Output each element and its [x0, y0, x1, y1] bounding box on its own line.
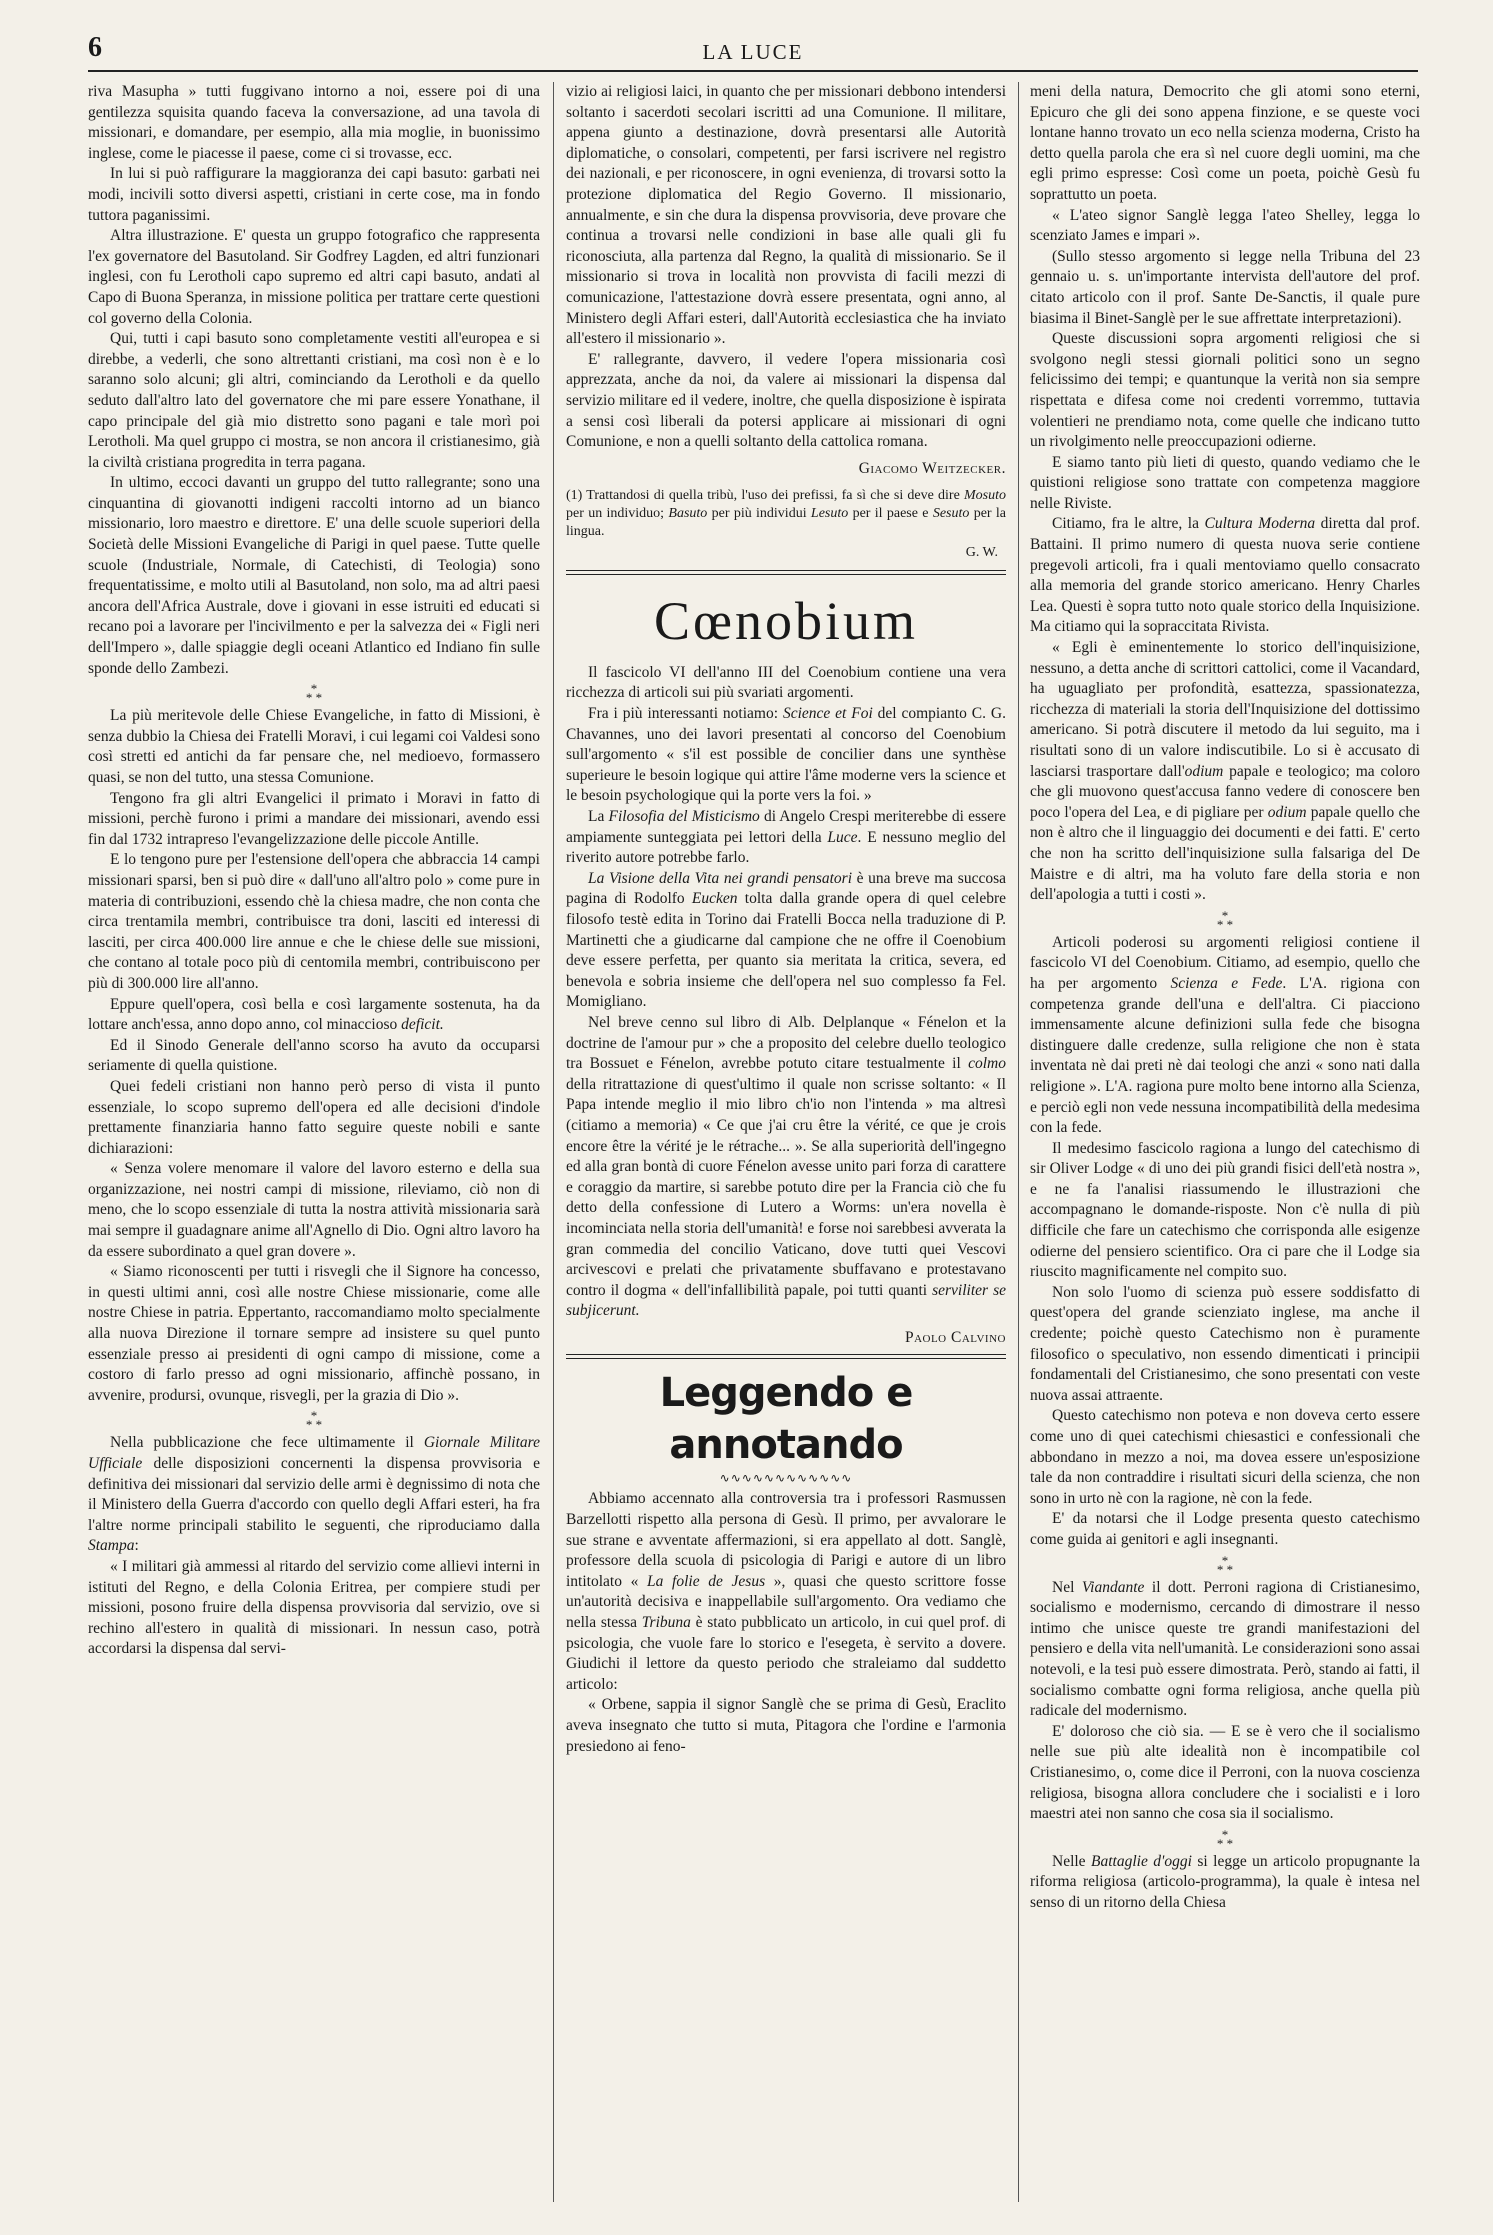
paragraph: E' da notarsi che il Lodge presenta questo catechismo come guida ai genitori e agli insegnanti. — [1030, 1510, 1420, 1548]
quote-paragraph: « Senza volere menomare il valore del lavoro esterno e della sua organizzazione, nei nostri campi di missione, rileviamo, ciò non di meno, che lo scopo essenziale di tutta la nostra attività missionaria sarà mai sempre il guadagnare anime all'Agnello di Dio. Ogni altro lavoro ha da essere subordinato a quel gran dovere ». — [88, 1160, 540, 1260]
paragraph: La Filosofia del Misticismo di Angelo Crespi meriterebbe di essere ampiamente sunteggiata pei lettori della Luce. E nessuno meglio del riverito autore potrebbe farlo. — [566, 808, 1006, 867]
author-signature: Paolo Calvino — [904, 1328, 1006, 1346]
paragraph: In lui si può raffigurare la maggioranza dei capi basuto: garbati nei modi, incivili sotto diversi aspetti, cristiani in certe cose, ma in fondo tuttora paganissimi. — [88, 165, 540, 224]
section-title: Leggendo e annotando — [659, 1370, 913, 1469]
page-number: 6 — [88, 32, 102, 63]
asterism-separator: * * * — [305, 681, 323, 706]
paragraph: Tengono fra gli altri Evangelici il primato i Moravi in fatto di missioni, perchè furono i primi a mandare dei missionari, avendo essi fin dal 1732 intrapreso l'evangelizzazione delle piccole Antille. — [88, 789, 540, 848]
paragraph: Ed il Sinodo Generale dell'anno scorso ha avuto da occuparsi seriamente di quella quistione. — [88, 1036, 540, 1075]
author-signature: Giacomo Weitzecker. — [858, 459, 1006, 477]
paragraph: Nella pubblicazione che fece ultimamente il Giornale Militare Ufficiale delle disposizioni concernenti la dispensa provvisoria e definitiva dei missionari dal servizio delle armi è degnissimo di nota che il Ministero della Guerra d'accordo con quello degli Affari esteri, ha fra l'altre norme principali stabilito le seguenti, che riproduciamo dalla Stampa: — [88, 1434, 540, 1555]
column-3 — [1030, 82, 1420, 1913]
paragraph: Abbiamo accennato alla controversia tra i professori Rasmussen Barzellotti rispetto alla persona di Gesù. Il primo, per avvalorare le sue strane e avventate affermazioni, si era appellato al dott. Sanglè, professore della scuola di psicologia di Parigi e autore di un libro intitolato « La folie de Jesus », quasi che questo scrittore fosse un'autorità decisiva e inappellabile sull'argomento. Ora vediamo che nella stessa Tribuna è stato pubblicato un articolo, in cui quel prof. di psicologia, che vuole fare lo storico e l'esegeta, è servito a dovere. Giudichi il lettore da questo periodo che straleiamo dal suddetto articolo: — [566, 1490, 1007, 1693]
paragraph: La Visione della Vita nei grandi pensatori è una breve ma succosa pagina di Rodolfo Eucken tolta dalla grande opera di quel celebre filosofo testè edita in Torino dai Fratelli Bocca nella traduzione di P. Martinetti che a giudicarne dal campione che ne offre il Coenobium deve essere perfetta, per quanto sia meritata la critica, severa, ed benevola e sobria insieme che dell'opera nel suo complesso fa Fel. Momigliano. — [566, 869, 1006, 1011]
paragraph: E' rallegrante, davvero, il vedere l'opera missionaria così apprezzata, anche da noi, da valere ai missionari la dispensa dal servizio militare ed il vedere, inoltre, che quella disposizione è ispirata a sensi così liberali da potersi applicare ai missionari di ogni Comunione, e non a quelli soltanto della cattolica romana. — [566, 350, 1006, 451]
quote-paragraph: « Siamo riconoscenti per tutti i risvegli che il Signore ha concesso, in questi ultimi anni, così alle nostre Chiese missionarie, come alle nostre Chiese in patria. Eppertanto, raccomandiamo molto specialmente alla nuova Direzione il tornare sempre ad insistere su quel punto essenziale presso ai presidenti di ogni campo di missione, come a costoro di farlo presso ad ogni missionario, affinchè possano, in avvenire, prodursi, ovunque, risvegli, per la grazia di Dio ». — [88, 1263, 540, 1404]
paragraph: Queste discussioni sopra argomenti religiosi che si svolgono negli stessi giornali politici sono un segno felicissimo dei tempi; e quantunque la verità non sia sempre rispettata e difesa come noi credenti vorremmo, tuttavia volentieri ne prendiamo nota, come quelle che indicano tutto un rivolgimento nelle preoccupazioni odierne. — [1030, 330, 1420, 451]
paragraph: Qui, tutti i capi basuto sono completamente vestiti all'europea e si direbbe, a vederli, che sono altrettanti cristiani, ma così non è e lo saranno solo alcuni; gli altri, cominciando da Lerotholi e da quello seduto dall'altro lato del governatore che mi pare essere Yonathane, il capo principale del già mio distretto sono pagani e tale morì poi Lerotholi. Ma quel gruppo ci mostra, se non ancora il cristianesimo, già la civiltà cristiana progredita in terra pagana. — [88, 330, 540, 471]
paragraph: Nel Viandante il dott. Perroni ragiona di Cristianesimo, socialismo e modernismo, cercando di dimostrare il nesso intimo che unisce queste tre grandi manifestazioni del pensiero e della vita nell'umanità. Le considerazioni sono assai notevoli, e la tesi può essere dimostrata. Però, stando ai fatti, il socialismo combatte ogni forma religiosa, anche quella più radicale del modernismo. — [1030, 1578, 1420, 1720]
section-rule — [566, 570, 1006, 575]
paragraph: (Sullo stesso argomento si legge nella Tribuna del 23 gennaio u. s. un'importante intervista dell'autore del prof. citato articolo con il prof. Sante De-Sanctis, il quale pure biasima il Binet-Sanglè per le sue affrettate interpretazioni). — [1030, 247, 1420, 327]
paragraph: La più meritevole delle Chiese Evangeliche, in fatto di Missioni, è senza dubbio la Chiesa dei Fratelli Moravi, i cui legami coi Valdesi sono così stretti ed antichi da far pensare che, nel medioevo, formassero quasi, se non del tutto, una stessa Comunione. — [88, 707, 540, 786]
paragraph: E siamo tanto più lieti di questo, quando vediamo che le quistioni religiose sono trattate con competenza maggiore nelle Riviste. — [1030, 453, 1420, 512]
leggendo-section — [566, 1367, 1006, 1757]
paragraph: Quei fedeli cristiani non hanno però perso di vista il punto essenziale, lo scopo supremo dell'opera ed alle decisioni d'indole prettamente finanziaria hanno fatto seguire queste nobili e sante dichiarazioni: — [88, 1077, 540, 1157]
paragraph: Nelle Battaglie d'oggi si legge un articolo propugnante la riforma religiosa (articolo-programma), la quale è intesa nel senso di un ritorno della Chiesa — [1030, 1852, 1420, 1911]
paragraph: Questo catechismo non poteva e non doveva certo essere come uno di quei catechismi chiesastici e confessionali che abbondano in mezzo a noi, ma dovea essere un'esposizione tale da non contraddire i risultati sicuri della scienza, che non sono in urto nè con la ragione, nè con la fede. — [1030, 1407, 1420, 1507]
footnote-signature: G. W. — [965, 545, 998, 561]
paragraph: Il fascicolo VI dell'anno III del Coenobium contiene una vera ricchezza di articoli sui più svariati argomenti. — [566, 663, 1006, 702]
paragraph: Citiamo, fra le altre, la Cultura Moderna diretta dal prof. Battaini. Il primo numero di questa nuova serie contiene pregevoli articoli, fra i quali mentoviamo quello consacrato alla memoria del grande storico americano. Henry Charles Lea. Questi è sopra tutto noto quale storico della Inquisizione. Ma citiamo qui la sopraccitata Rivista. — [1030, 515, 1420, 636]
wavy-underline: ∿∿∿∿∿∿∿∿∿∿∿∿ — [719, 1471, 853, 1486]
paragraph: Nel breve cenno sul libro di Alb. Delplanque « Fénelon et la doctrine de l'amour pur » che a proposito del celebre duello teologico tra Bossuet e Fénelon, avrebbe potuto citare testualmente il colmo della ritrattazione di quest'ultimo il quale non scrisse soltanto: « Il Papa intende meglio il mio libro ch'io non l'intenda » ma altresì (citiamo a memoria) « Ce que j'ai cru être la vérité, ce que je crois encore être la vérité je le rétrache... ». Se alla superiorità dell'ingegno ed alla gran bontà di cuore Fénelon avesse unito pari forza di carattere e coraggio da martire, si sarebbe potuto dire per la Francia ciò che fu detto della confessione di Lutero a Worms: un'era novella è incominciata nella storia dell'umanità! e forse noi sarebbesi avverata la gran commedia del concilio Vaticano, dove tutti quei Vescovi arcivescovi e prelati che privatamente sbuffavano e protestavano contro il dogma « dell'infallibilità papale, poi tutti quanti serviliter se subjicerunt. — [566, 1013, 1007, 1320]
quote-paragraph: « Egli è eminentemente lo storico dell'inquisizione, nessuno, a detta anche di scrittori cattolici, come il Vacandard, ha uguagliato per profondità, esattezza, spassionatezza, ricchezza di materiali la storia dell'Inquisizione del dottissimo americano. Si potrà discutere il metodo da lui seguito, ma i risultati sono di un valore indiscutibile. Lo si è accusato di lasciarsi trasportare dall'odium papale e teologico; ma coloro che gli muovono quest'accusa fanno vedere di conoscere ben poco l'opera del Lea, e di pigliare per odium papale quello che non è altro che il linguaggio dei documenti e dei fatti. E' certo che non ha scritto dell'inquisizione sulla falsariga del De Maistre e di altri, ma ha voluto fare della storia e non dell'apologia a tutti i costi ». — [1030, 639, 1420, 904]
column-1 — [88, 82, 540, 1660]
asterism-separator: * * * — [1216, 907, 1234, 932]
paragraph: riva Masupha » tutti fuggivano intorno a noi, essere poi di una gentilezza squisita quando faceva la conversazione, ad una tavola di missionari, e domandare, per esempio, alla mia moglie, in buonissimo inglese, come le piacesse il paese, come ci si trovasse, ecc. — [88, 83, 540, 162]
paragraph: E lo tengono pure per l'estensione dell'opera che abbraccia 14 campi missionari sparsi, ben si può dire « dall'uno all'altro polo » come pure in materia di contribuzioni, essendo chè la chiesa madre, che non conta che circa trentamila membri, contribuisce tra doni, lasciti ed interessi di lasciti, per circa 400.000 lire annue e che le chiese delle sue missioni, che contano al totale poco più di centomila membri, contribuiscono per più di 300.000 lire all'anno. — [88, 851, 540, 992]
column-rule — [553, 82, 554, 2202]
paragraph: Articoli poderosi su argomenti religiosi contiene il fascicolo VI del Coenobium. Citiamo, ad esempio, quello che ha per argomento Scienza e Fede. L'A. rigiona con competenza grande dell'una e dell'altra. Ci piacciono immensamente alcune definizioni sulla fede che bisogna distinguere dalle credenze, sulla religione che non è stata inventata nè dai preti nè dai teologi che anzi « sono nati dalla religione ». L'A. ragiona pure molto bene intorno alla Scienza, e perciò egli non vede nessuna incompatibilità della medesima con la fede. — [1030, 933, 1420, 1137]
column-rule — [1018, 82, 1019, 2202]
footnote: (1) Trattandosi di quella tribù, l'uso dei prefissi, fa sì che si deve dire Mosuto per un individuo; Basuto per più individui Lesuto per il paese e Sesuto per la lingua. — [566, 488, 1006, 540]
asterism-separator: * * * — [1216, 1552, 1234, 1577]
page-header — [88, 28, 1418, 68]
paragraph: vizio ai religiosi laici, in quanto che per missionari debbono intendersi soltanto i sacerdoti secolari iscritti ad una Comunione. Il militare, appena giunto a destinazione, dovrà presentarsi alle Autorità diplomatiche, o consolari, competenti, per farsi iscrivere nel registro dei nazionali, e per riconoscere, in ogni evenienza, di trovarsi sotto la protezione diplomatica del Regio Governo. Il missionario, annualmente, e sin che dura la dispensa provvisoria, deve provare che continua a trovarsi nelle condizioni in base alle quali gli fu riconosciuta, alla partenza dal Regno, la qualità di missionario. Se il missionario si trova in località non provvista di facili mezzi di comunicazione, l'attestazione dovrà essere presentata, ogni anno, al Ministero degli Affari esteri, dall'Autorità ecclesiastica che ha inviato all'estero il missionario ». — [566, 83, 1006, 348]
paragraph: Non solo l'uomo di scienza può essere soddisfatto di quest'opera del grande scienziato inglese, ma anche il credente; poichè questo Catechismo non è puramente filosofico o speculativo, non essendo dimenticati i principii fondamentali del Cristianesimo, che sono presentati con veste nuova assai attraente. — [1030, 1283, 1420, 1404]
quote-paragraph: « L'ateo signor Sanglè legga l'ateo Shelley, legga lo scenziato James e impari ». — [1030, 206, 1420, 245]
paragraph: Fra i più interessanti notiamo: Science et Foi del compianto C. G. Chavannes, uno dei lavori presentati al concorso del Coenobium sull'argomento « s'il est possible de concilier dans une synthèse superieure le besoin logique qui attire l'âme moderne vers la science et le besoin psychologique qui la porte vers la foi. » — [566, 705, 1006, 805]
paragraph: Eppure quell'opera, così bella e così largamente sostenuta, ha da lottare anch'essa, anno dopo anno, col minaccioso deficit. — [88, 995, 540, 1034]
quote-paragraph: « I militari già ammessi al ritardo del servizio come allievi interni in istituti del Regno, e della Colonia Eritrea, per compiere studi per missioni, posono fruire della dispensa provvisoria dal servizio, ove si rechino all'estero in qualità di missionari. In nessun caso, potrà accordarsi la dispensa dal servi- — [88, 1557, 540, 1658]
masthead-title: LA LUCE — [702, 40, 804, 64]
asterism-separator: * * * — [1216, 1826, 1234, 1851]
header-rule — [88, 70, 1418, 72]
paragraph: Il medesimo fascicolo ragiona a lungo del catechismo di sir Oliver Lodge « di uno dei più grandi fisici dell'età nostra », e ne fa l'analisi riassumendo le illustrazioni che accompagnano le domande-risposte. Non c'è nulla di più difficile che fare un catechismo che corrisponda alle esigenze odierne del pensiero scientifico. Ora ci pare che il Lodge sia riuscito magnificamente nel compito suo. — [1030, 1139, 1420, 1281]
section-rule — [566, 1354, 1006, 1359]
paragraph: In ultimo, eccoci davanti un gruppo del tutto rallegrante; sono una cinquantina di giovanotti indigeni raccolti intorno ad un bianco missionario, loro maestro e direttore. E' una delle scuole superiori della Società delle Missioni Evangeliche di Parigi in quel paese. Tutte quelle scuole (Industriale, Normale, di Catechisti, di Teologia) sono frequentatissime, e molto utili al Basutoland, non solo, ma ad altri paesi ancora dell'Africa Australe, dove i giovani in esse istruiti ed educati si recano poi a lavorare per l'incivilmento e per la salvezza dei « Figli neri dell'Impero », dalle spiaggie degli oceani Atlantico ed Indiano fin sulle sponde dello Zambezi. — [88, 474, 540, 677]
quote-paragraph: « Orbene, sappia il signor Sanglè che se prima di Gesù, Eraclito aveva insegnato che tutto si muta, Pitagora che l'ordine e l'armonia presiedono ai feno- — [566, 1696, 1006, 1755]
coenobium-section — [566, 583, 1006, 1349]
paragraph: E' doloroso che ciò sia. — E se è vero che il socialismo nelle sue più alte idealità non è incompatibile col Cristianesimo, o, come dice il Perroni, con la nuova coscienza religiosa, bisogna allora concludere che i socialisti e i loro maestri atei non sanno che cosa sia il socialismo. — [1030, 1722, 1420, 1823]
paragraph: meni della natura, Democrito che gli atomi sono eterni, Epicuro che gli dei sono appena finzione, e se queste voci lontane hanno trovato un eco nella scienza moderna, Cristo ha detto quella parola che era sì nel cuore degli uomini, ma che egli primo espresse: Così come un poeta, poichè Gesù fu soprattutto un poeta. — [1030, 83, 1420, 203]
column-2 — [566, 82, 1006, 1757]
paragraph: Altra illustrazione. E' questa un gruppo fotografico che rappresenta l'ex governatore del Basutoland. Sir Godfrey Lagden, ed altri funzionari inglesi, con fu Lerotholi capo supremo ed altri capi basuto, andati al Capo di Buona Speranza, in missione politica per trattare certe questioni col governo della Colonia. — [88, 227, 540, 327]
section-title: Cœnobium — [653, 590, 919, 651]
asterism-separator: * * * — [305, 1408, 323, 1433]
